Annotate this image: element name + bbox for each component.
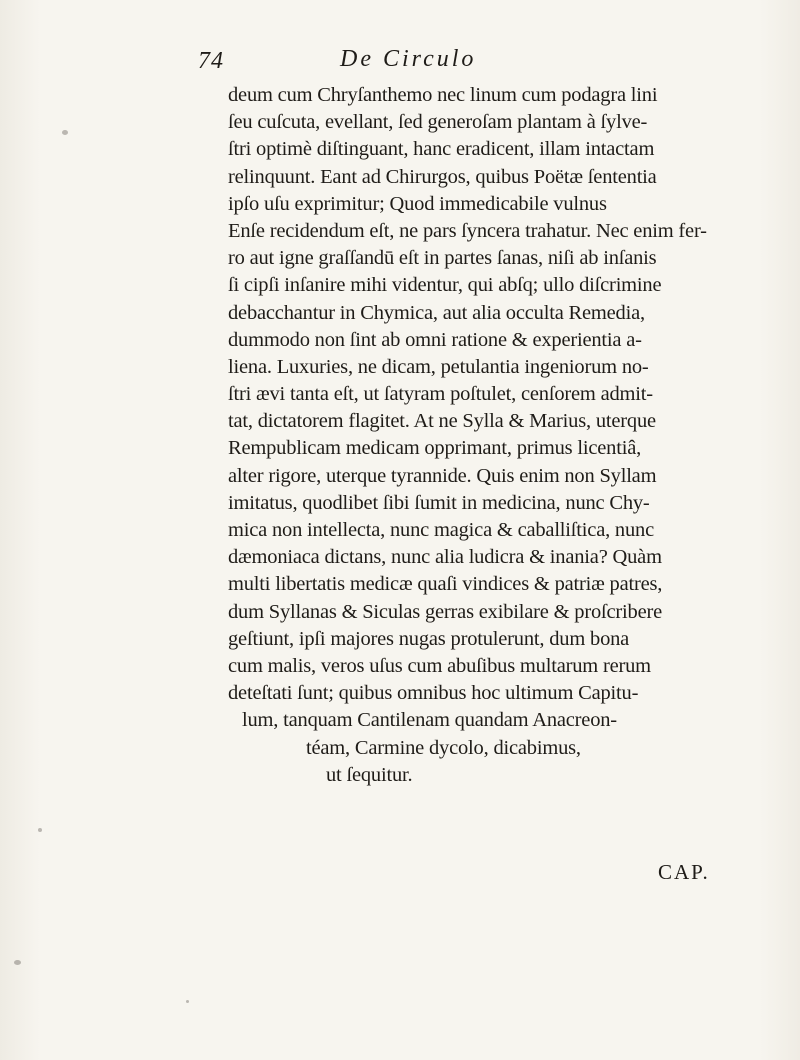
text-line: ſtri ævi tanta eſt, ut ſatyram poſtulet, cenſorem admit- (228, 383, 653, 406)
text-line: dæmoniaca dictans, nunc alia ludicra & inania? Quàm (228, 546, 662, 569)
text-line: lum, tanquam Cantilenam quandam Anacreon- (242, 709, 617, 732)
text-line: téam, Carmine dycolo, dicabimus, (306, 736, 581, 759)
paper-fleck (62, 130, 68, 135)
text-line: dummodo non ſint ab omni ratione & experientia a- (228, 328, 642, 351)
text-line: liena. Luxuries, ne dicam, petulantia ingeniorum no- (228, 355, 649, 378)
running-title: De Circulo (340, 46, 477, 72)
text-line: debacchantur in Chymica, aut alia occulta Remedia, (228, 301, 645, 324)
page-header (198, 44, 618, 74)
text-line: ſeu cuſcuta, evellant, ſed generoſam plantam à ſylve- (228, 111, 648, 134)
text-line: geſtiunt, ipſi majores nugas protulerunt, dum bona (228, 627, 630, 650)
text-line: deteſtati ſunt; quibus omnibus hoc ultimum Capitu- (228, 682, 639, 705)
text-line: ſi cipſi inſanire mihi videntur, qui abſq; ullo diſcrimine (228, 274, 662, 297)
text-line: relinquunt. Eant ad Chirurgos, quibus Poëtæ ſententia (228, 165, 657, 188)
text-line: Rempublicam medicam opprimant, primus licentiâ, (228, 437, 642, 460)
text-line: Enſe recidendum eſt, ne pars ſyncera trahatur. Nec enim fer- (228, 219, 707, 242)
page-number: 74 (198, 48, 224, 74)
paper-fleck (14, 960, 21, 965)
text-line: dum Syllanas & Siculas gerras exibilare & proſcribere (228, 600, 663, 623)
paper-fleck (186, 1000, 189, 1003)
text-line: ipſo uſu exprimitur; Quod immedicabile vulnus (228, 192, 607, 215)
text-line: ut ſequitur. (326, 763, 413, 786)
body-text (228, 82, 707, 789)
text-line: alter rigore, uterque tyrannide. Quis enim non Syllam (228, 464, 657, 487)
catchword: CAP. (658, 860, 710, 884)
text-line: imitatus, quodlibet ſibi ſumit in medicina, nunc Chy- (228, 491, 650, 514)
text-line: ſtri optimè diſtinguant, hanc eradicent, illam intactam (228, 138, 655, 161)
text-line: deum cum Chryſanthemo nec linum cum podagra lini (228, 84, 658, 106)
text-line: multi libertatis medicæ quaſi vindices & patriæ patres, (228, 573, 663, 596)
text-line: cum malis, veros uſus cum abuſibus multarum rerum (228, 654, 651, 677)
paper-fleck (38, 828, 42, 832)
text-line: tat, dictatorem flagitet. At ne Sylla & Marius, uterque (228, 410, 656, 433)
text-line: mica non intellecta, nunc magica & caballiſtica, nunc (228, 519, 654, 541)
text-line: ro aut igne graſſandū eſt in partes ſanas, niſi ab inſanis (228, 247, 657, 270)
